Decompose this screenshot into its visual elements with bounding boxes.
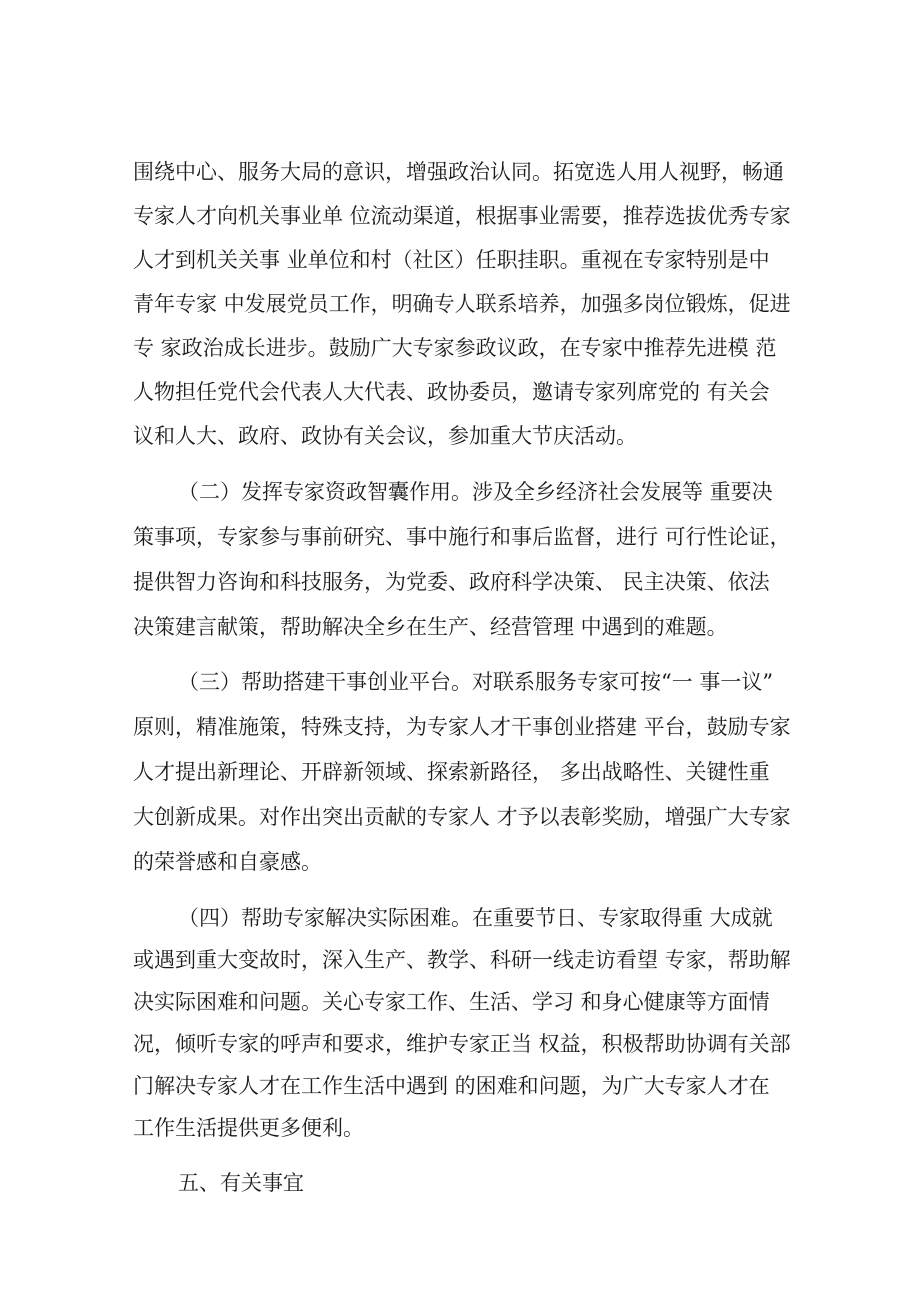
- section-heading: 五、有关事宜: [178, 1171, 304, 1195]
- text-line: 况，倾听专家的呼声和要求，维护专家正当 权益，积极帮助协调有关部: [133, 1032, 791, 1056]
- text-line: 或遇到重大变故时，深入生产、教学、科研一线走访看望 专家，帮助解: [133, 948, 791, 972]
- text-line: 人物担任党代会代表人大代表、政协委员，邀请专家列席党的 有关会: [133, 380, 770, 404]
- text-line: 决实际困难和问题。关心专家工作、生活、学习 和身心健康等方面情: [133, 990, 770, 1014]
- text-line: 决策建言献策，帮助解决全乡在生产、经营管理 中遇到的难题。: [133, 615, 728, 639]
- text-line: 提供智力咨询和科技服务，为党委、政府科学决策、 民主决策、依法: [133, 570, 770, 594]
- text-line: 原则，精准施策，特殊支持，为专家人才干事创业搭建 平台，鼓励专家: [133, 715, 791, 739]
- text-line: 专家人才向机关事业单 位流动渠道，根据事业需要，推荐选拔优秀专家: [133, 204, 791, 228]
- text-line: 人才到机关关事 业单位和村（社区）任职挂职。重视在专家特别是中: [133, 248, 770, 272]
- paragraph-heading-2: （二）发挥专家资政智囊作用。涉及全乡经济社会发展等 重要决: [178, 480, 773, 504]
- text-line: 围绕中心、服务大局的意识，增强政治认同。拓宽选人用人视野，畅通: [133, 160, 784, 184]
- text-line: 人才提出新理论、开辟新领域、探索新路径， 多出战略性、关键性重: [133, 760, 770, 784]
- text-line: 议和人大、政府、政协有关会议，参加重大节庆活动。: [133, 424, 637, 448]
- paragraph-heading-4: （四）帮助专家解决实际困难。在重要节日、专家取得重 大成就: [178, 906, 773, 930]
- text-line: 工作生活提供更多便利。: [133, 1116, 364, 1140]
- text-line: 策事项，专家参与事前研究、事中施行和事后监督，进行 可行性论证，: [133, 525, 791, 549]
- text-line: 的荣誉感和自豪感。: [133, 850, 322, 874]
- text-line: 门解决专家人才在工作生活中遇到 的困难和问题，为广大专家人才在: [133, 1074, 770, 1098]
- text-line: 大创新成果。对作出突出贡献的专家人 才予以表彰奖励，增强广大专家: [133, 805, 791, 829]
- text-line: 青年专家 中发展党员工作，明确专人联系培养，加强多岗位锻炼，促进: [133, 292, 791, 316]
- text-line: 专 家政治成长进步。鼓励广大专家参政议政，在专家中推荐先进模 范: [133, 336, 777, 360]
- paragraph-heading-3: （三）帮助搭建干事创业平台。对联系服务专家可按“一 事一议”: [178, 670, 774, 694]
